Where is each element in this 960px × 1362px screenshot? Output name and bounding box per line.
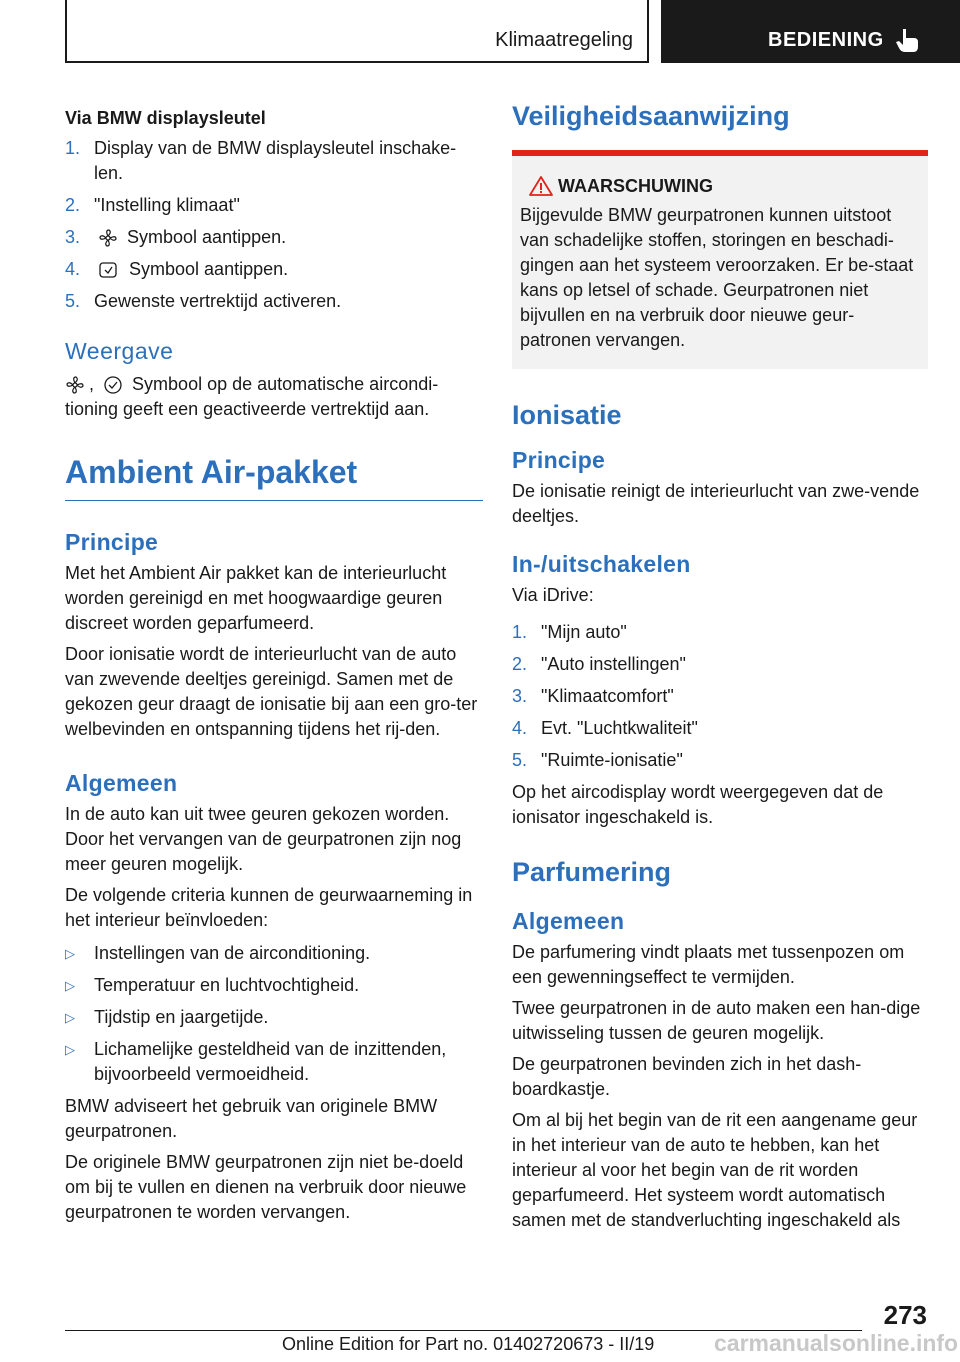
ambient-air-heading: Ambient Air-pakket [65, 452, 483, 501]
step-number: 1. [65, 138, 81, 158]
parfumering-paragraph-4: Om al bij het begin van de rit een aangename geur in het interieur van de auto te hebben, kan het interieur al voor het begin van de rit worden geparfumeerd. Het systeem wordt automatisch samen met de standverluchting ingeschakeld als [512, 1110, 918, 1230]
section-title: BEDIENING [768, 29, 884, 51]
step-text: "Auto instellingen" [541, 654, 686, 674]
principe-text: De ionisatie reinigt de interieurlucht van zwe‐vende deeltjes. [512, 481, 920, 526]
left-column [65, 96, 483, 1231]
criteria-list [65, 941, 483, 1087]
algemeen-paragraph-2: De volgende criteria kunnen de geurwaarneming in het interieur beïnvloeden: [65, 885, 473, 930]
triangle-bullet-icon: ▷ [65, 946, 75, 961]
triangle-bullet-icon: ▷ [65, 1010, 75, 1025]
step-number: 2. [512, 654, 528, 674]
in-uit-heading: In-/uitschakelen [512, 551, 691, 577]
step-number: 3. [65, 227, 81, 247]
step-text: Gewenste vertrektijd activeren. [94, 291, 342, 311]
criteria-text: Lichamelijke gesteldheid van de inzittenden, bijvoorbeeld vermoeidheid. [94, 1039, 447, 1084]
via-display-key-title: Via BMW displaysleutel [65, 108, 266, 128]
list-item [512, 716, 928, 741]
departure-time-icon [98, 260, 120, 280]
principe-paragraph-2: Door ionisatie wordt de interieurlucht van de auto van zwevende deeltjes gereinigd. Samen met de gekozen geur draagt de ionisatie bij aan een gro‐ter welbevinden en ontspanning tijdens het rij‐den. [65, 644, 478, 739]
watermark: carmanualsonline.info [714, 1330, 959, 1356]
algemeen-heading: Algemeen [65, 770, 178, 796]
page-number: 273 [883, 1300, 927, 1330]
display-key-steps [65, 136, 483, 314]
list-item [512, 684, 928, 709]
triangle-bullet-icon: ▷ [65, 978, 75, 993]
weergave-heading: Weergave [65, 338, 174, 364]
algemeen-heading: Algemeen [512, 908, 625, 934]
list-item [65, 1005, 483, 1030]
algemeen-paragraph-1: In de auto kan uit twee geuren gekozen worden. Door het vervangen van de geurpatronen zijn nog meer geuren mogelijk. [65, 804, 462, 874]
step-text: "Klimaatcomfort" [541, 686, 674, 706]
step-text: "Instelling klimaat" [94, 195, 240, 215]
idrive-steps [512, 620, 928, 773]
triangle-bullet-icon: ▷ [65, 1042, 75, 1057]
chapter-tab [65, 0, 649, 63]
list-item [65, 289, 483, 314]
chapter-title: Klimaatregeling [495, 29, 633, 51]
step-number: 3. [512, 686, 528, 706]
right-column [512, 96, 928, 1239]
parfumering-paragraph-1: De parfumering vindt plaats met tussenpozen om een gewenningseffect te vermijden. [512, 942, 905, 987]
list-item [65, 225, 483, 250]
principe-heading: Principe [512, 447, 606, 473]
list-item [65, 973, 483, 998]
step-text: Symbool aantippen. [129, 259, 289, 279]
step-number: 2. [65, 195, 81, 215]
fan-icon [65, 375, 85, 395]
list-item [65, 193, 483, 218]
edition-text: Online Edition for Part no. 01402720673 - II/19 [282, 1334, 655, 1354]
step-number: 5. [65, 291, 81, 311]
icon-separator: , [89, 374, 95, 394]
criteria-text: Temperatuur en luchtvochtigheid. [94, 975, 360, 995]
list-item [65, 257, 483, 282]
step-number: 5. [512, 750, 528, 770]
step-text: "Mijn auto" [541, 622, 627, 642]
weergave-text: Symbool op de automatische aircondi‐tioning geeft een geactiveerde vertrektijd aan. [65, 374, 439, 419]
list-item [65, 941, 483, 966]
criteria-text: Tijdstip en jaargetijde. [94, 1007, 269, 1027]
list-item [512, 652, 928, 677]
criteria-text: Instellingen van de airconditioning. [94, 943, 371, 963]
step-number: 4. [512, 718, 528, 738]
step-number: 1. [512, 622, 528, 642]
advies-paragraph: BMW adviseert het gebruik van originele BMW geurpatronen. [65, 1096, 438, 1141]
warning-triangle-icon [528, 175, 554, 197]
parfumering-heading: Parfumering [512, 857, 672, 887]
warning-text: Bijgevulde BMW geurpatronen kunnen uitstoot van schadelijke stoffen, storingen en beschadi‐gingen aan het systeem veroorzaken. Er be‐staat kans op letsel of schade. Geurpatronen niet bijvullen en na verbruik door nieuwe geur‐patronen vervangen. [520, 205, 914, 350]
clock-icon [103, 375, 123, 395]
list-item [512, 620, 928, 645]
pointing-hand-icon [894, 27, 920, 53]
warning-title: WAARSCHUWING [558, 176, 713, 196]
principe-paragraph-1: Met het Ambient Air pakket kan de interieurlucht worden gereinigd en met hoogwaardige geuren discreet worden geparfumeerd. [65, 563, 447, 633]
step-text: Symbool aantippen. [127, 227, 287, 247]
parfumering-paragraph-3: De geurpatronen bevinden zich in het dash‐boardkastje. [512, 1054, 862, 1099]
via-idrive-text: Via iDrive: [512, 585, 594, 605]
warning-box [512, 150, 928, 369]
step-text: Evt. "Luchtkwaliteit" [541, 718, 698, 738]
aircodisplay-text: Op het aircodisplay wordt weergegeven dat de ionisator ingeschakeld is. [512, 782, 884, 827]
fan-icon [98, 228, 118, 248]
list-item [65, 1037, 483, 1087]
step-text: Display van de BMW displaysleutel inschake‐len. [94, 138, 457, 183]
principe-heading: Principe [65, 529, 159, 555]
safety-heading: Veiligheidsaanwijzing [512, 101, 790, 131]
list-item [512, 748, 928, 773]
step-number: 4. [65, 259, 81, 279]
ionisatie-heading: Ionisatie [512, 400, 622, 430]
weergave-text-block [65, 372, 483, 422]
list-item [65, 136, 483, 186]
step-text: "Ruimte-ionisatie" [541, 750, 683, 770]
origineel-paragraph: De originele BMW geurpatronen zijn niet be‐doeld om bij te vullen en dienen na verbruik door nieuwe geurpatronen te worden vervangen. [65, 1152, 467, 1222]
parfumering-paragraph-2: Twee geurpatronen in de auto maken een han‐dige uitwisseling tussen de geuren mogelijk. [512, 998, 921, 1043]
